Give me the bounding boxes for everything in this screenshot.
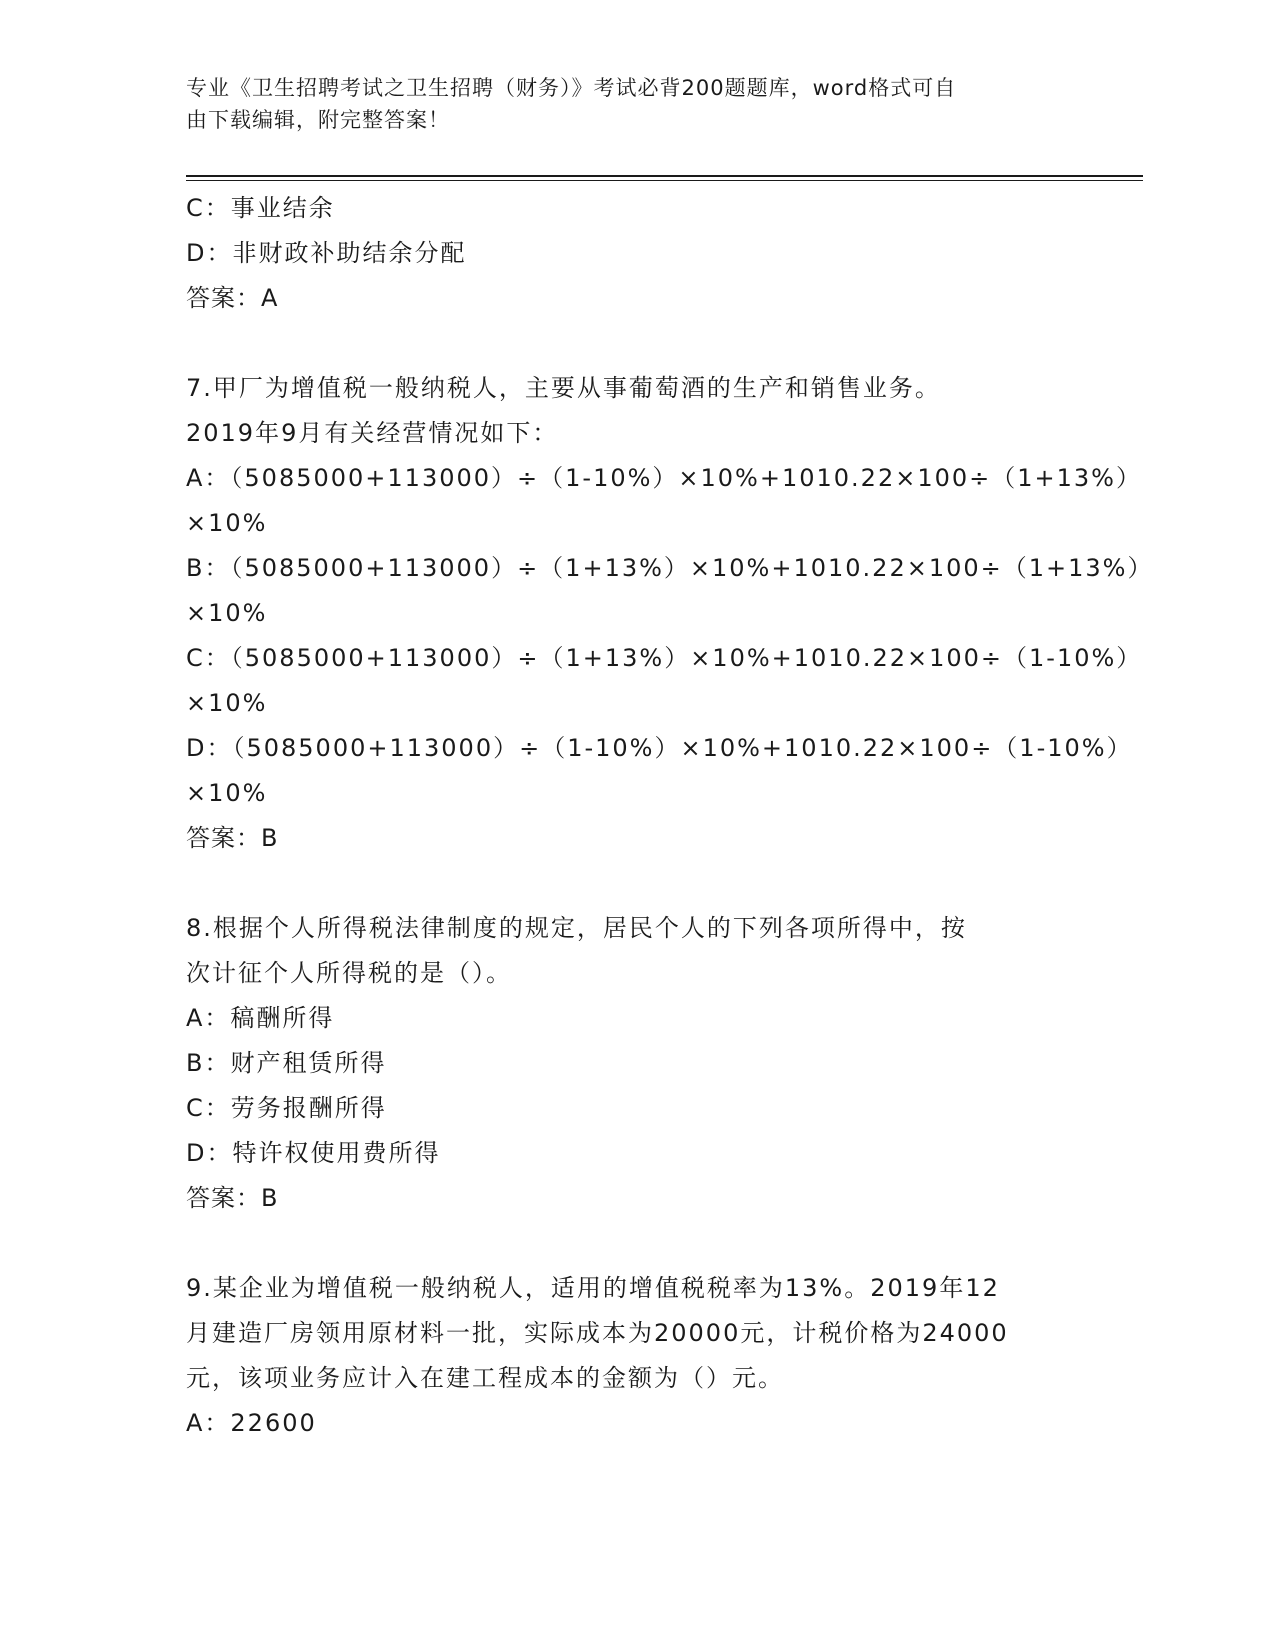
q8-option-c: C：劳务报酬所得: [186, 1094, 387, 1122]
header-divider-thin: [186, 180, 1143, 181]
q6-option-c: C：事业结余: [186, 194, 335, 222]
question-6-tail: [186, 186, 1086, 321]
q9-option-a: A：22600: [186, 1409, 317, 1437]
spacer: [186, 1221, 1086, 1266]
q8-stem-line-2: 次计征个人所得税的是（）。: [186, 959, 512, 987]
q7-stem-line-2: 2019年9月有关经营情况如下：: [186, 419, 559, 447]
q7-option-d-line-2: ×10%: [186, 779, 268, 807]
q7-option-a-line-2: ×10%: [186, 509, 268, 537]
question-8: [186, 906, 1086, 1221]
header-title-line-1: 专业《卫生招聘考试之卫生招聘（财务）》考试必背200题题库，word格式可自: [186, 76, 957, 100]
q9-stem-line-3: 元，该项业务应计入在建工程成本的金额为（）元。: [186, 1364, 784, 1392]
document-header: [186, 72, 1066, 136]
q8-answer: 答案：B: [186, 1184, 279, 1212]
q7-option-b-line-2: ×10%: [186, 599, 268, 627]
spacer: [186, 321, 1086, 366]
q7-option-c-line-2: ×10%: [186, 689, 268, 717]
q9-stem-line-1: 9.某企业为增值税一般纳税人，适用的增值税税率为13%。2019年12: [186, 1274, 1000, 1302]
q7-option-d-line-1: D：（5085000+113000）÷（1-10%）×10%+1010.22×100÷（1-10%）: [186, 734, 1133, 762]
spacer: [186, 861, 1086, 906]
q6-answer: 答案：A: [186, 284, 279, 312]
q9-stem-line-2: 月建造厂房领用原材料一批，实际成本为20000元，计税价格为24000: [186, 1319, 1009, 1347]
q7-option-c-line-1: C：（5085000+113000）÷（1+13%）×10%+1010.22×100÷（1-10%）: [186, 644, 1143, 672]
header-title-line-2: 由下载编辑，附完整答案！: [186, 108, 450, 132]
q8-stem-line-1: 8.根据个人所得税法律制度的规定，居民个人的下列各项所得中，按: [186, 914, 967, 942]
q8-option-b: B：财产租赁所得: [186, 1049, 387, 1077]
question-7: [186, 366, 1154, 861]
q7-stem-line-1: 7.甲厂为增值税一般纳税人，主要从事葡萄酒的生产和销售业务。: [186, 374, 941, 402]
question-list: [186, 186, 1154, 1446]
q8-option-a: A：稿酬所得: [186, 1004, 335, 1032]
q7-option-b-line-1: B：（5085000+113000）÷（1+13%）×10%+1010.22×100÷（1+13%）: [186, 554, 1154, 582]
q8-option-d: D：特许权使用费所得: [186, 1139, 441, 1167]
question-9: [186, 1266, 1086, 1446]
q7-option-a-line-1: A：（5085000+113000）÷（1-10%）×10%+1010.22×100÷（1+13%）: [186, 464, 1142, 492]
q7-answer: 答案：B: [186, 824, 279, 852]
header-divider-thick: [186, 175, 1143, 177]
q6-option-d: D：非财政补助结余分配: [186, 239, 467, 267]
